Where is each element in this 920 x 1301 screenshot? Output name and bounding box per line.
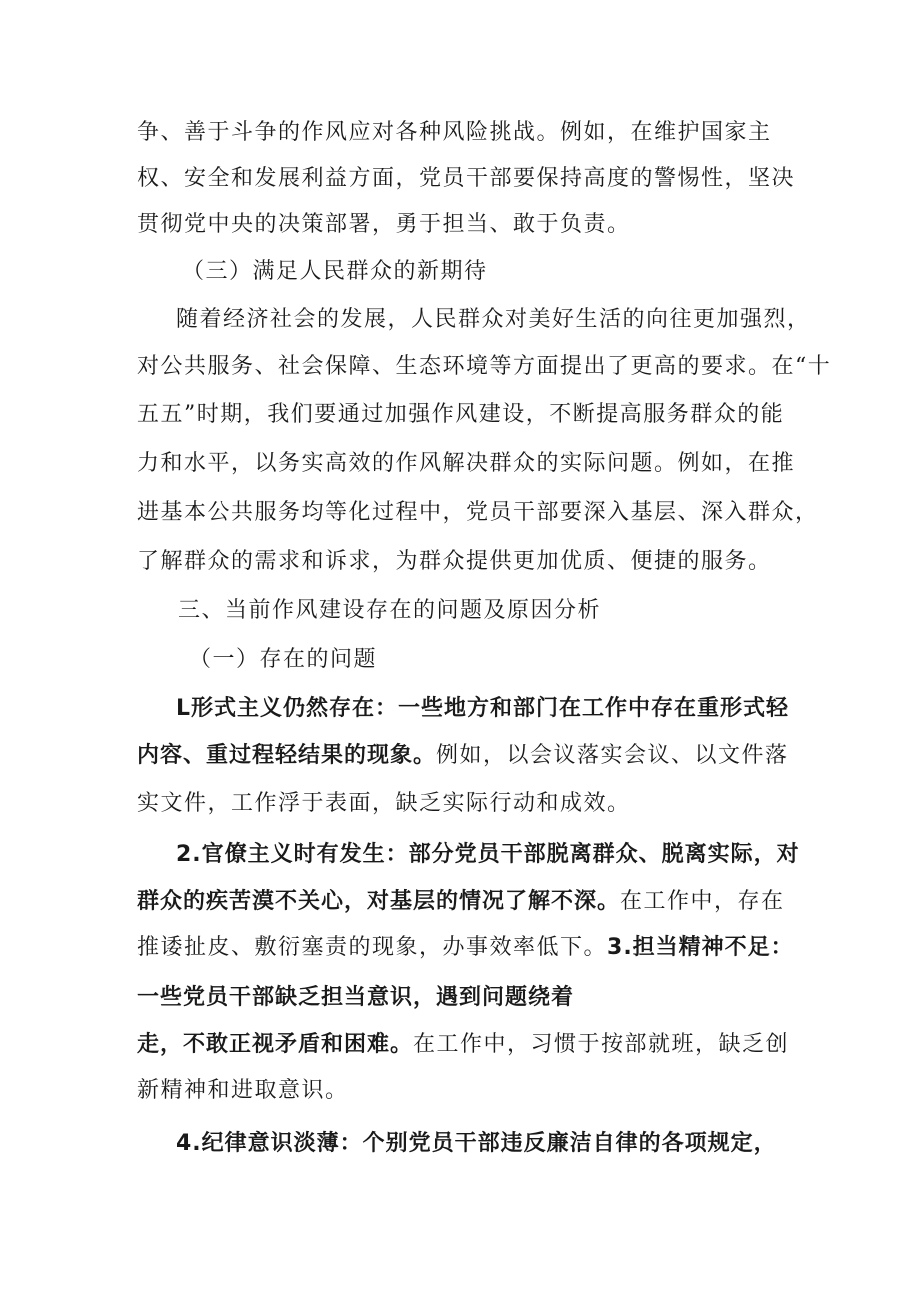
plain-run: 在工作中，习惯于按部就班，缺乏创	[413, 1032, 790, 1057]
subheading-3: （三）满足人民群众的新期待	[182, 259, 488, 284]
paragraph-line: 随着经济社会的发展，人民群众对美好生活的向往更加强烈，	[176, 307, 811, 332]
paragraph-line: 了解群众的需求和诉求，为群众提供更加优质、便捷的服务。	[137, 549, 772, 574]
item-1-line: 实文件，工作浮于表面，缺乏实际行动和成效。	[137, 791, 631, 816]
item-3-line: 新精神和进取意识。	[137, 1078, 349, 1103]
paragraph-line: 对公共服务、社会保障、生态环境等方面提出了更高的要求。在“十	[137, 354, 832, 379]
item-4-line: 4.纪律意识淡薄：个别党员干部违反廉洁自律的各项规定，	[176, 1131, 777, 1156]
paragraph-line: 贯彻党中央的决策部署，勇于担当、敢于负责。	[137, 212, 631, 237]
item-2-line: 2.官僚主义时有发生：部分党员干部脱离群众、脱离实际，对	[176, 842, 800, 867]
plain-run: 在工作中，存在	[620, 889, 785, 914]
section-heading: 三、当前作风建设存在的问题及原因分析	[178, 598, 602, 623]
plain-run: 推诿扯皮、敷衍塞责的现象，办事效率低下。	[137, 935, 608, 960]
bold-run: 群众的疾苦漠不关心，对基层的情况了解不深。	[137, 889, 621, 914]
paragraph-line: 五五”时期，我们要通过加强作风建设，不断提高服务群众的能	[137, 402, 785, 427]
paragraph-line: 争、善于斗争的作风应对各种风险挑战。例如，在维护国家主	[137, 120, 772, 145]
item-2-line	[137, 887, 785, 917]
item-1-line	[137, 741, 789, 771]
paragraph-line: 力和水平，以务实高效的作风解决群众的实际问题。例如，在推	[137, 451, 796, 476]
bold-run: 内容、重过程轻结果的现象。	[137, 743, 437, 768]
subheading-1: （一）存在的问题	[189, 647, 378, 672]
item-1-line: L形式主义仍然存在：一些地方和部门在工作中存在重形式轻	[176, 696, 790, 721]
item-3-line: 一些党员干部缺乏担当意识，遇到问题绕着	[137, 985, 575, 1010]
item-3-line	[137, 1030, 789, 1060]
plain-run: 例如，以会议落实会议、以文件落	[436, 743, 789, 768]
paragraph-line: 权、安全和发展利益方面，党员干部要保持高度的警惕性，坚决	[137, 166, 796, 191]
paragraph-line: 进基本公共服务均等化过程中，党员干部要深入基层、深入群众，	[137, 500, 819, 525]
item-2-line	[137, 933, 794, 963]
bold-run: 3.担当精神不足：	[607, 935, 794, 960]
bold-run: 走，不敢正视矛盾和困难。	[137, 1032, 414, 1057]
